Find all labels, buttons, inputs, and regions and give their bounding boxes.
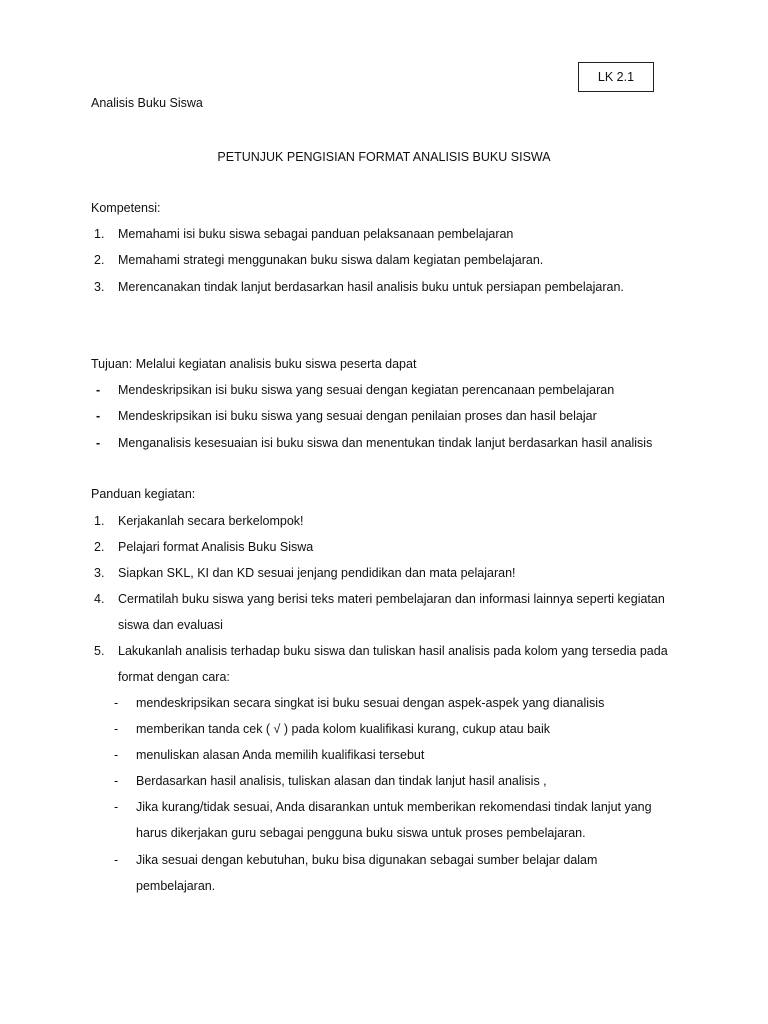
- page-title: PETUNJUK PENGISIAN FORMAT ANALISIS BUKU SISWA: [217, 150, 551, 164]
- list-text: Memahami isi buku siswa sebagai panduan pelaksanaan pembelajaran: [118, 227, 514, 241]
- list-bullet: -: [96, 436, 101, 450]
- sublist-text-continuation: pembelajaran.: [136, 879, 216, 893]
- sublist-bullet: -: [114, 748, 119, 762]
- list-text: Pelajari format Analisis Buku Siswa: [118, 540, 314, 554]
- list-text: Merencanakan tindak lanjut berdasarkan hasil analisis buku untuk persiapan pembelajaran.: [118, 280, 624, 294]
- sublist-text: memberikan tanda cek ( √ ) pada kolom kualifikasi kurang, cukup atau baik: [136, 722, 551, 736]
- list-number: 3.: [94, 280, 105, 294]
- list-text: Memahami strategi menggunakan buku siswa dalam kegiatan pembelajaran.: [118, 253, 544, 267]
- list-number: 1.: [94, 227, 105, 241]
- sublist-bullet: -: [114, 853, 119, 867]
- list-text: Lakukanlah analisis terhadap buku siswa dan tuliskan hasil analisis pada kolom yang tersedia pada: [118, 644, 668, 658]
- sublist-text: Jika kurang/tidak sesuai, Anda disarankan untuk memberikan rekomendasi tindak lanjut yang: [136, 800, 652, 814]
- list-text: Siapkan SKL, KI dan KD sesuai jenjang pendidikan dan mata pelajaran!: [118, 566, 516, 580]
- sublist-text: Berdasarkan hasil analisis, tuliskan alasan dan tindak lanjut hasil analisis ,: [136, 774, 547, 788]
- list-bullet: -: [96, 383, 101, 397]
- list-bullet: -: [96, 409, 101, 423]
- code-box: [578, 62, 654, 92]
- list-text: Cermatilah buku siswa yang berisi teks materi pembelajaran dan informasi lainnya seperti kegiatan: [118, 592, 665, 606]
- sublist-bullet: -: [114, 696, 119, 710]
- list-text: Mendeskripsikan isi buku siswa yang sesuai dengan penilaian proses dan hasil belajar: [118, 409, 597, 423]
- list-number: 3.: [94, 566, 105, 580]
- kompetensi-heading: Kompetensi:: [91, 201, 161, 215]
- sublist-text: mendeskripsikan secara singkat isi buku sesuai dengan aspek-aspek yang dianalisis: [136, 696, 605, 710]
- list-number: 5.: [94, 644, 105, 658]
- panduan-heading: Panduan kegiatan:: [91, 487, 196, 501]
- list-text: Menganalisis kesesuaian isi buku siswa dan menentukan tindak lanjut berdasarkan hasil analisis: [118, 436, 653, 450]
- sublist-bullet: -: [114, 774, 119, 788]
- list-number: 1.: [94, 514, 105, 528]
- list-text-continuation: siswa dan evaluasi: [118, 618, 223, 632]
- tujuan-heading: Tujuan: Melalui kegiatan analisis buku siswa peserta dapat: [91, 357, 417, 371]
- sublist-bullet: -: [114, 722, 119, 736]
- list-number: 4.: [94, 592, 105, 606]
- list-number: 2.: [94, 540, 105, 554]
- sublist-text: Jika sesuai dengan kebutuhan, buku bisa digunakan sebagai sumber belajar dalam: [136, 853, 598, 867]
- list-text-continuation: format dengan cara:: [118, 670, 230, 684]
- sublist-text: menuliskan alasan Anda memilih kualifikasi tersebut: [136, 748, 425, 762]
- sublist-text-continuation: harus dikerjakan guru sebagai pengguna buku siswa untuk proses pembelajaran.: [136, 826, 586, 840]
- list-text: Kerjakanlah secara berkelompok!: [118, 514, 304, 528]
- sublist-bullet: -: [114, 800, 119, 814]
- code-label: LK 2.1: [597, 70, 635, 84]
- list-text: Mendeskripsikan isi buku siswa yang sesuai dengan kegiatan perencanaan pembelajaran: [118, 383, 615, 397]
- list-number: 2.: [94, 253, 105, 267]
- subject-label: Analisis Buku Siswa: [91, 96, 203, 110]
